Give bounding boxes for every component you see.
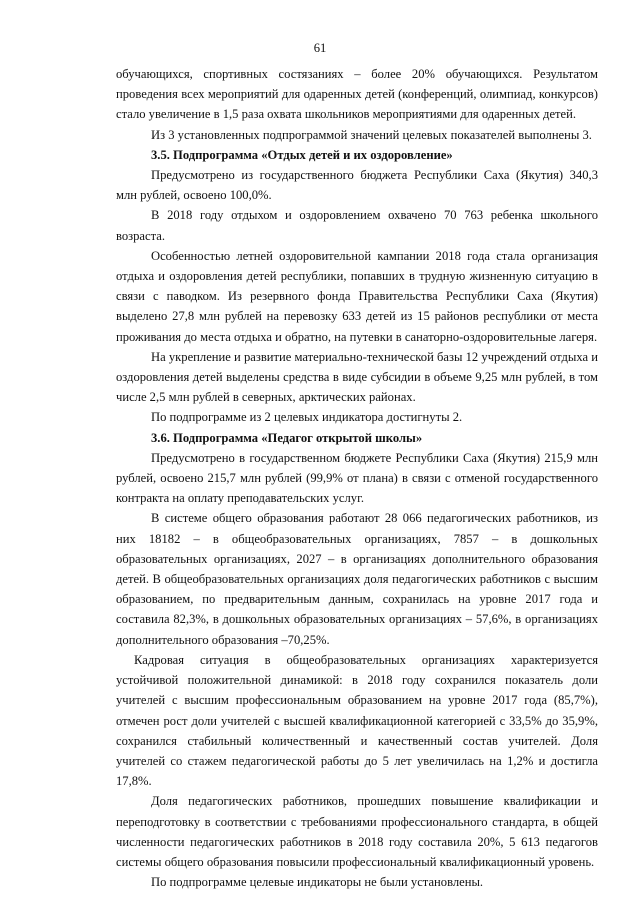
paragraph-indicators-3-5: По подпрограмме из 2 целевых индикатора достигнуты 2. bbox=[151, 410, 463, 425]
page-number: 61 bbox=[313, 41, 327, 55]
paragraph-infrastructure: На укрепление и развитие материально-технической базы 12 учреждений отдыха и оздоровления детей выделены средства в виде субсидии в объеме 9,25 млн рублей, в том числе 2,5 млн рублей в северных, арктических районах. bbox=[116, 349, 598, 405]
section-heading-3-6: 3.6. Подпрограмма «Педагог открытой школы» bbox=[151, 430, 423, 445]
paragraph-target-indicators-3: Из 3 установленных подпрограммой значений целевых показателей выполнены 3. bbox=[151, 127, 592, 142]
paragraph-budget-3-6: Предусмотрено в государственном бюджете Республики Саха (Якутия) 215,9 млн рублей, освоено 215,7 млн рублей (99,9% от плана) в связи с отменой государственного контракта на оплату преподавательских услуг. bbox=[116, 450, 598, 506]
paragraph-budget-3-5: Предусмотрено из государственного бюджета Республики Саха (Якутия) 340,3 млн рублей, освоено 100,0%. bbox=[116, 168, 598, 203]
paragraph-indicators-3-6: По подпрограмме целевые индикаторы не были установлены. bbox=[151, 875, 484, 890]
paragraph-qualification: Доля педагогических работников, прошедших повышение квалификации и переподготовку в соответствии с требованиями профессионального стандарта, в общей численности педагогических работников в 2018 году составила 20%, 5 613 педагогов системы общего образования повысили профессиональный квалификационный уровень. bbox=[116, 794, 598, 869]
paragraph-summer-campaign: Особенностью летней оздоровительной кампании 2018 года стала организация отдыха и оздоровления детей республики, попавших в трудную жизненную ситуацию в связи с паводком. Из резервного фонда Правительства Республики Саха (Якутия) выделено 27,8 млн рублей на перевозку 633 детей из 15 районов республики от места проживания до места отдыха и обратно, на путевки в санаторно-оздоровительные лагеря. bbox=[116, 248, 598, 344]
paragraph-staffing-situation: Кадровая ситуация в общеобразовательных организациях характеризуется устойчивой положительной динамикой: в 2018 году сохранился показатель доли учителей с высшим профессиональным образованием на уровне 2017 года (85,7%), отмечен рост доли учителей с высшей квалификационной категорией с 33,5% до 35,9%, сохранился стабильный количественный и качественный состав учителей. Доля учителей со стажем педагогической работы до 5 лет увеличилась на 1,2% и достигла 17,8%. bbox=[116, 652, 598, 789]
paragraph-teachers-count: В системе общего образования работают 28 066 педагогических работников, из них 18182 – в общеобразовательных организациях, 7857 – в дошкольных образовательных организациях, 2027 – в организациях дополнительного образования детей. В общеобразовательных организациях доля педагогических работников с высшим образованием, по предварительным данным, сохранилась на уровне 2017 года и составила 82,3%, в дошкольных образовательных организациях – 57,6%, в организациях дополнительного образования –70,25%. bbox=[116, 511, 598, 647]
paragraph-children-covered: В 2018 году отдыхом и оздоровлением охвачено 70 763 ребенка школьного возраста. bbox=[116, 208, 598, 243]
page-content bbox=[116, 64, 598, 892]
section-heading-3-5: 3.5. Подпрограмма «Отдых детей и их оздоровление» bbox=[151, 147, 453, 162]
paragraph-gifted-children-results: обучающихся, спортивных состязаниях – более 20% обучающихся. Результатом проведения всех мероприятий для одаренных детей (конференций, олимпиад, конкурсов) стало увеличение в 1,5 раза охвата школьников мероприятиями для одаренных детей. bbox=[116, 67, 598, 122]
